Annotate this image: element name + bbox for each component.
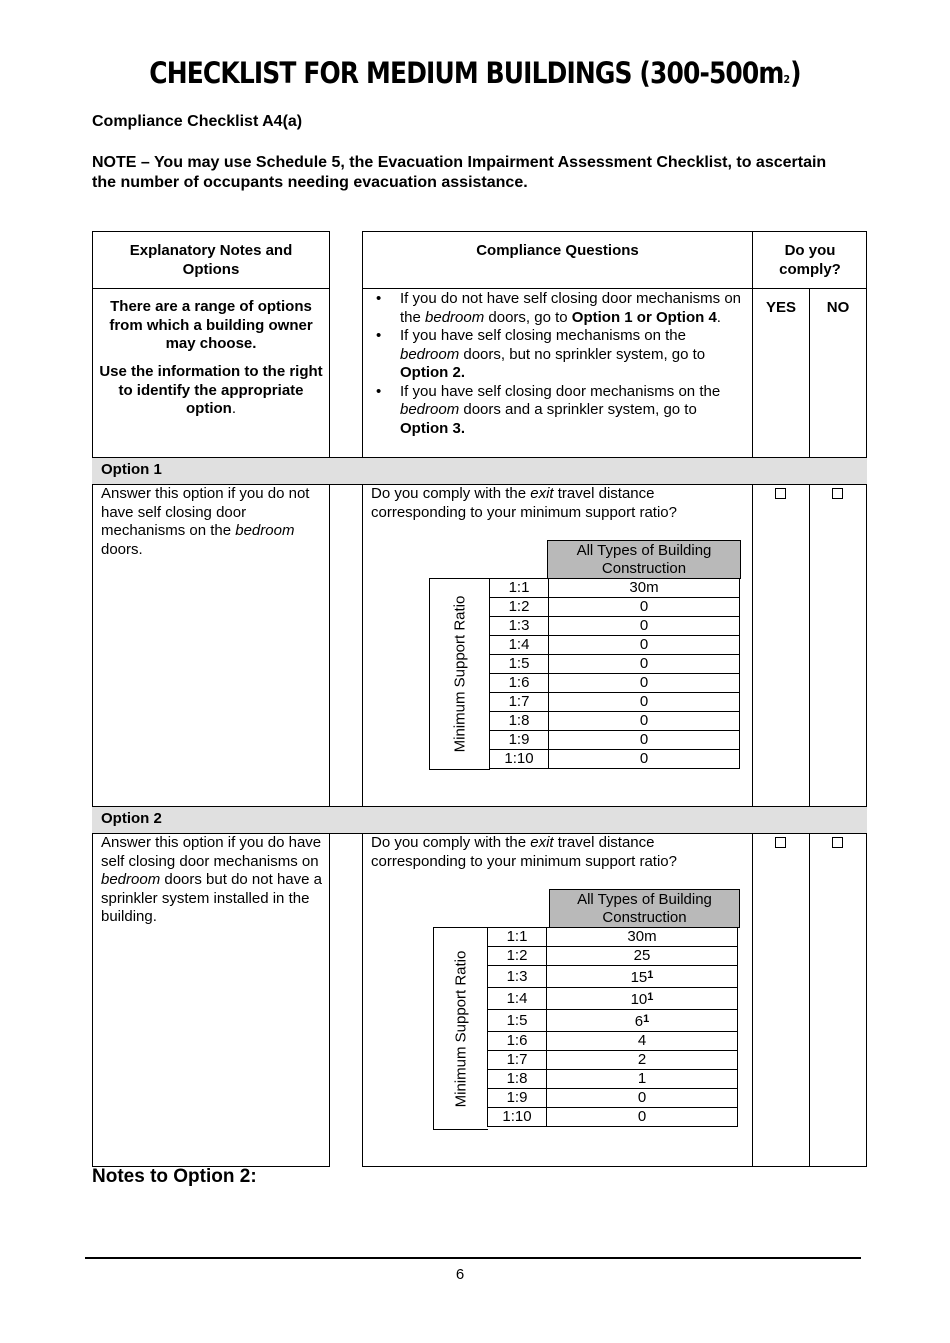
option1-row — [490, 693, 740, 712]
option2-ratio-cell: 1:7 — [488, 1051, 547, 1070]
option-2-table-header: All Types of Building Construction — [549, 889, 740, 928]
yes-column-box — [752, 231, 810, 1167]
option-1-distance-table — [489, 578, 740, 769]
option2-distance-cell — [547, 1010, 738, 1032]
option-1-yes-checkbox[interactable] — [775, 488, 786, 499]
option2-row — [488, 1051, 738, 1070]
option2-ratio-cell: 1:1 — [488, 928, 547, 947]
option1-distance-cell — [549, 579, 740, 598]
option2-distance-cell — [547, 1070, 738, 1089]
option1-distance-cell — [549, 731, 740, 750]
option2-note-mark: 1 — [643, 1013, 650, 1025]
option1-row — [490, 617, 740, 636]
option2-distance-value: 4 — [637, 1032, 647, 1049]
option2-distance-value: 30m — [627, 928, 657, 945]
header-divider-left — [92, 288, 330, 289]
header-explanatory: Explanatory Notes and Options — [129, 242, 293, 278]
option2-distance-value: 15 — [630, 969, 648, 986]
option1-ratio-cell: 1:7 — [490, 693, 549, 712]
option2-distance-value: 0 — [637, 1108, 647, 1125]
option1-ratio-cell: 1:5 — [490, 655, 549, 674]
bullet-option-2: • If you have self closing mechanisms on the bedroom doors, but no sprinkler system, go to Option 2. — [372, 327, 744, 383]
option1-ratio-cell: 1:2 — [490, 598, 549, 617]
option1-ratio-cell: 1:6 — [490, 674, 549, 693]
no-label: NO — [826, 299, 850, 316]
option1-distance-cell — [549, 693, 740, 712]
option2-row — [488, 966, 738, 988]
notes-to-option-2-heading: Notes to Option 2: — [92, 1166, 257, 1187]
option-2-yes-checkbox[interactable] — [775, 837, 786, 848]
yes-label: YES — [765, 299, 796, 316]
page-title: CHECKLIST FOR MEDIUM BUILDINGS (300-500m2) — [149, 56, 801, 90]
option1-ratio-cell: 1:8 — [490, 712, 549, 731]
footer-rule — [85, 1257, 861, 1259]
option1-row — [490, 750, 740, 769]
option2-row — [488, 1108, 738, 1127]
option-2-label: Option 2 — [101, 810, 162, 827]
option1-row — [490, 579, 740, 598]
header-do-you-comply: Do you comply? — [779, 242, 841, 278]
option2-distance-value: 1 — [637, 1070, 647, 1087]
option2-distance-cell — [547, 966, 738, 988]
option-1-question: Do you comply with the exit travel distance corresponding to your minimum support ratio? — [371, 485, 677, 521]
intro-bullet-list — [372, 290, 744, 438]
option2-distance-cell — [547, 1089, 738, 1108]
option1-row — [490, 655, 740, 674]
header-compliance-questions: Compliance Questions — [476, 242, 639, 259]
option2-row — [488, 947, 738, 966]
option2-ratio-cell: 1:8 — [488, 1070, 547, 1089]
intro-left-text-1: There are a range of options from which a building owner may choose. — [109, 298, 313, 352]
option2-note-mark: 1 — [647, 991, 654, 1003]
option1-distance-cell — [549, 598, 740, 617]
option2-distance-value: 6 — [634, 1013, 644, 1030]
option-2-axis-label: Minimum Support Ratio — [433, 927, 488, 1130]
option1-distance-value: 0 — [639, 750, 649, 767]
option2-distance-value: 25 — [633, 947, 651, 964]
option-2-distance-table — [487, 927, 738, 1127]
option1-row — [490, 636, 740, 655]
intro-left-text-2: Use the information to the right to identify the appropriate option. — [99, 363, 323, 417]
option1-distance-cell — [549, 674, 740, 693]
option2-ratio-cell: 1:4 — [488, 988, 547, 1010]
option2-ratio-cell: 1:5 — [488, 1010, 547, 1032]
option1-distance-value: 0 — [639, 674, 649, 691]
option1-distance-cell — [549, 655, 740, 674]
option2-distance-value: 10 — [630, 991, 648, 1008]
option-1-axis-label: Minimum Support Ratio — [429, 578, 490, 770]
option-1-band — [92, 457, 867, 485]
option1-row — [490, 674, 740, 693]
option-1-no-checkbox[interactable] — [832, 488, 843, 499]
header-divider-right — [362, 288, 867, 289]
bullet-option-1-or-4: • If you do not have self closing door mechanisms on the bedroom doors, go to Option 1 or Option 4. — [372, 290, 744, 327]
option-2-description: Answer this option if you do have self closing door mechanisms on bedroom doors but do not have a sprinkler system installed in the building. — [101, 834, 322, 925]
note-paragraph: NOTE – You may use Schedule 5, the Evacuation Impairment Assessment Checklist, to ascertain the number of occupants needing evacuation assistance. — [92, 154, 827, 191]
option-2-question: Do you comply with the exit travel distance corresponding to your minimum support ratio? — [371, 834, 677, 870]
option2-row — [488, 1010, 738, 1032]
option2-ratio-cell: 1:10 — [488, 1108, 547, 1127]
option-2-band — [92, 806, 867, 834]
option2-row — [488, 1070, 738, 1089]
option2-row — [488, 1032, 738, 1051]
option1-row — [490, 712, 740, 731]
option1-ratio-cell: 1:4 — [490, 636, 549, 655]
option2-distance-cell — [547, 1032, 738, 1051]
option1-distance-value: 0 — [639, 731, 649, 748]
option1-ratio-cell: 1:9 — [490, 731, 549, 750]
option-2-no-checkbox[interactable] — [832, 837, 843, 848]
option2-row — [488, 1089, 738, 1108]
option2-ratio-cell: 1:9 — [488, 1089, 547, 1108]
option1-distance-cell — [549, 712, 740, 731]
option2-distance-cell — [547, 947, 738, 966]
bullet-option-3: • If you have self closing door mechanisms on the bedroom doors and a sprinkler system, go to Option 3. — [372, 383, 744, 439]
option2-ratio-cell: 1:6 — [488, 1032, 547, 1051]
option1-distance-cell — [549, 636, 740, 655]
option1-ratio-cell: 1:10 — [490, 750, 549, 769]
option1-distance-value: 0 — [639, 693, 649, 710]
option1-distance-cell — [549, 617, 740, 636]
option1-distance-value: 0 — [639, 655, 649, 672]
option1-ratio-cell: 1:1 — [490, 579, 549, 598]
option1-distance-value: 0 — [639, 617, 649, 634]
option-1-description: Answer this option if you do not have self closing door mechanisms on the bedroom doors. — [101, 485, 310, 558]
option2-note-mark: 1 — [647, 969, 654, 981]
option2-distance-cell — [547, 1108, 738, 1127]
option2-row — [488, 988, 738, 1010]
option1-row — [490, 731, 740, 750]
option2-distance-value: 2 — [637, 1051, 647, 1068]
option1-row — [490, 598, 740, 617]
option-1-table-header: All Types of Building Construction — [547, 540, 741, 579]
option2-distance-cell — [547, 1051, 738, 1070]
page-number: 6 — [455, 1266, 465, 1283]
option2-ratio-cell: 1:2 — [488, 947, 547, 966]
checklist-subtitle: Compliance Checklist A4(a) — [92, 113, 303, 130]
option1-distance-value: 0 — [639, 636, 649, 653]
option1-distance-value: 30m — [629, 579, 659, 596]
option1-distance-cell — [549, 750, 740, 769]
option2-row — [488, 928, 738, 947]
option2-distance-value: 0 — [637, 1089, 647, 1106]
option2-distance-cell — [547, 988, 738, 1010]
option2-ratio-cell: 1:3 — [488, 966, 547, 988]
option1-distance-value: 0 — [639, 712, 649, 729]
no-column-box — [809, 231, 867, 1167]
option-1-label: Option 1 — [101, 461, 162, 478]
option1-distance-value: 0 — [639, 598, 649, 615]
option1-ratio-cell: 1:3 — [490, 617, 549, 636]
option2-distance-cell — [547, 928, 738, 947]
